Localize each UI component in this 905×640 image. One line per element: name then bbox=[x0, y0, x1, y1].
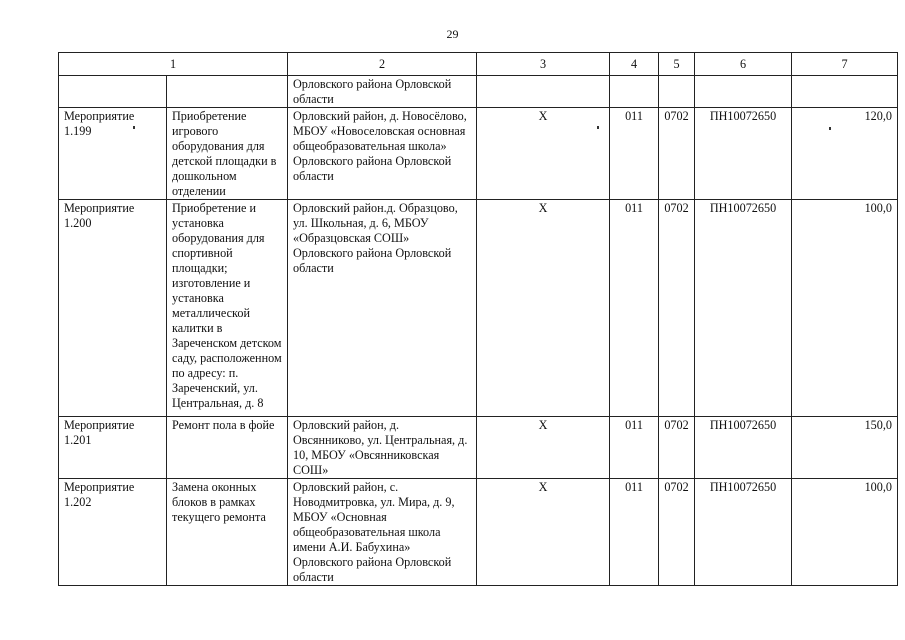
row-col-7: 100,0 bbox=[792, 200, 898, 417]
row-col-4: 011 bbox=[610, 200, 659, 417]
row-col-6: ПН10072650 bbox=[695, 108, 792, 200]
cont-cell-7 bbox=[695, 76, 792, 108]
table-row bbox=[59, 200, 898, 417]
row-name: Замена оконных блоков в рамках текущего ремонта bbox=[167, 479, 288, 586]
row-name: Ремонт пола в фойе bbox=[167, 417, 288, 479]
row-col-4: 011 bbox=[610, 479, 659, 586]
row-col-3: X bbox=[477, 417, 610, 479]
row-address: Орловский район, д. Овсянниково, ул. Центральная, д. 10, МБОУ «Овсянниковская СОШ» bbox=[288, 417, 477, 479]
cont-cell-8 bbox=[792, 76, 898, 108]
row-id: Мероприятие 1.199 bbox=[59, 108, 167, 200]
header-col-5: 5 bbox=[659, 53, 695, 76]
row-col-5: 0702 bbox=[659, 200, 695, 417]
budget-table bbox=[58, 52, 898, 586]
header-col-7: 7 bbox=[792, 53, 898, 76]
cont-cell-4 bbox=[477, 76, 610, 108]
row-col-7: 120,0 bbox=[792, 108, 898, 200]
header-col-6: 6 bbox=[695, 53, 792, 76]
header-col-4: 4 bbox=[610, 53, 659, 76]
scan-speck bbox=[133, 126, 135, 129]
row-id: Мероприятие 1.201 bbox=[59, 417, 167, 479]
header-col-1: 1 bbox=[59, 53, 288, 76]
header-row bbox=[59, 53, 898, 76]
row-col-7: 150,0 bbox=[792, 417, 898, 479]
row-col-6: ПН10072650 bbox=[695, 479, 792, 586]
row-col-5: 0702 bbox=[659, 108, 695, 200]
row-name: Приобретение и установка оборудования для спортивной площадки; изготовление и установка металлической калитки в Зареченском детском саду, расположенном по адресу: п. Зареченский, ул. Центральная, д. 8 bbox=[167, 200, 288, 417]
row-col-3: X bbox=[477, 479, 610, 586]
row-col-5: 0702 bbox=[659, 479, 695, 586]
cont-cell-6 bbox=[659, 76, 695, 108]
header-col-2: 2 bbox=[288, 53, 477, 76]
scan-speck bbox=[829, 127, 831, 130]
row-col-4: 011 bbox=[610, 108, 659, 200]
row-col-6: ПН10072650 bbox=[695, 417, 792, 479]
table-row bbox=[59, 108, 898, 200]
row-col-3: X bbox=[477, 108, 610, 200]
row-col-5: 0702 bbox=[659, 417, 695, 479]
cont-cell-2 bbox=[167, 76, 288, 108]
row-address: Орловский район, д. Новосёлово, МБОУ «Новоселовская основная общеобразовательная школа» Орловского района Орловской области bbox=[288, 108, 477, 200]
table-row bbox=[59, 417, 898, 479]
row-col-7: 100,0 bbox=[792, 479, 898, 586]
row-col-4: 011 bbox=[610, 417, 659, 479]
cont-cell-5 bbox=[610, 76, 659, 108]
continuation-row bbox=[59, 76, 898, 108]
row-id: Мероприятие 1.202 bbox=[59, 479, 167, 586]
table-row bbox=[59, 479, 898, 586]
row-address: Орловский район, с. Новодмитровка, ул. Мира, д. 9, МБОУ «Основная общеобразовательная школа имени А.И. Бабухина» Орловского района Орловской области bbox=[288, 479, 477, 586]
scan-speck bbox=[597, 126, 599, 129]
header-col-3: 3 bbox=[477, 53, 610, 76]
cont-cell-address: Орловского района Орловской области bbox=[288, 76, 477, 108]
row-name: Приобретение игрового оборудования для детской площадки в дошкольном отделении bbox=[167, 108, 288, 200]
row-id: Мероприятие 1.200 bbox=[59, 200, 167, 417]
row-col-6: ПН10072650 bbox=[695, 200, 792, 417]
page-number: 29 bbox=[446, 27, 459, 41]
row-address: Орловский район.д. Образцово, ул. Школьная, д. 6, МБОУ «Образцовская СОШ» Орловского района Орловской области bbox=[288, 200, 477, 417]
cont-cell-1 bbox=[59, 76, 167, 108]
row-col-3: X bbox=[477, 200, 610, 417]
